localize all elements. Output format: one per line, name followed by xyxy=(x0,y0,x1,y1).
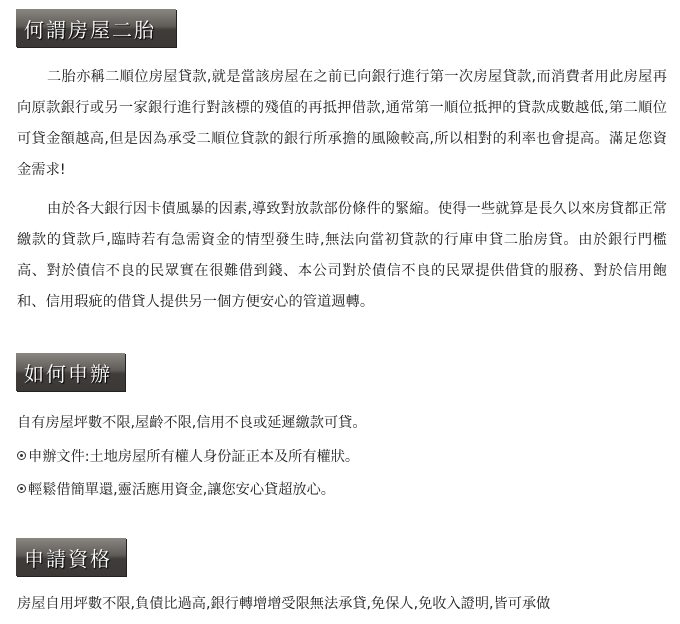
section-heading-text: 何謂房屋二胎 xyxy=(24,17,156,42)
apply-benefit-text: 輕鬆借簡單還,靈活應用資金,讓您安心貸超放心。 xyxy=(28,482,335,498)
apply-condition-line: 自有房屋坪數不限,屋齡不限,信用不良或延遲繳款可貸。 xyxy=(17,415,367,431)
apply-benefit-line xyxy=(17,480,667,500)
section-heading-text: 申請資格 xyxy=(24,546,112,571)
apply-documents-text: 申辦文件:土地房屋所有權人身份証正本及所有權狀。 xyxy=(28,449,360,465)
qualifications-line: 房屋自用坪數不限,負債比過高,銀行轉增增受限無法承貸,免保人,免收入證明,皆可承做 xyxy=(17,596,551,612)
circle-dot-icon xyxy=(17,451,26,460)
circle-dot-icon xyxy=(17,484,26,493)
paragraph-background: 由於各大銀行因卡債風暴的因素,導致對放款部份條件的緊縮。使得一些就算是長久以來房貸都正常繳款的貸款戶,臨時若有急需資金的情型發生時,無法向當初貸款的行庫申貸二胎房貸。由於銀行門檻高、對於債信不良的民眾實在很難借到錢、本公司對於債信不良的民眾提供借貸的服務、對於信用飽和、信用瑕疵的借貸人提供另一個方便安心的管道週轉。 xyxy=(17,201,667,310)
section-heading-text: 如何申辦 xyxy=(24,361,112,386)
section-heading-qualifications xyxy=(16,538,126,576)
section-heading-how-to-apply xyxy=(16,353,125,391)
apply-documents-line xyxy=(17,447,667,467)
paragraph-definition: 二胎亦稱二順位房屋貸款,就是當該房屋在之前已向銀行進行第一次房屋貸款,而消費者用此房屋再向原款銀行或另一家銀行進行對該標的殘值的再抵押借款,通常第一順位抵押的貸款成數越低,第二順位可貸金額越高,但是因為承受二順位貸款的銀行所承擔的風險較高,所以相對的利率也會提高。滿足您資金需求! xyxy=(17,69,667,178)
section-heading-second-mortgage xyxy=(16,9,176,47)
